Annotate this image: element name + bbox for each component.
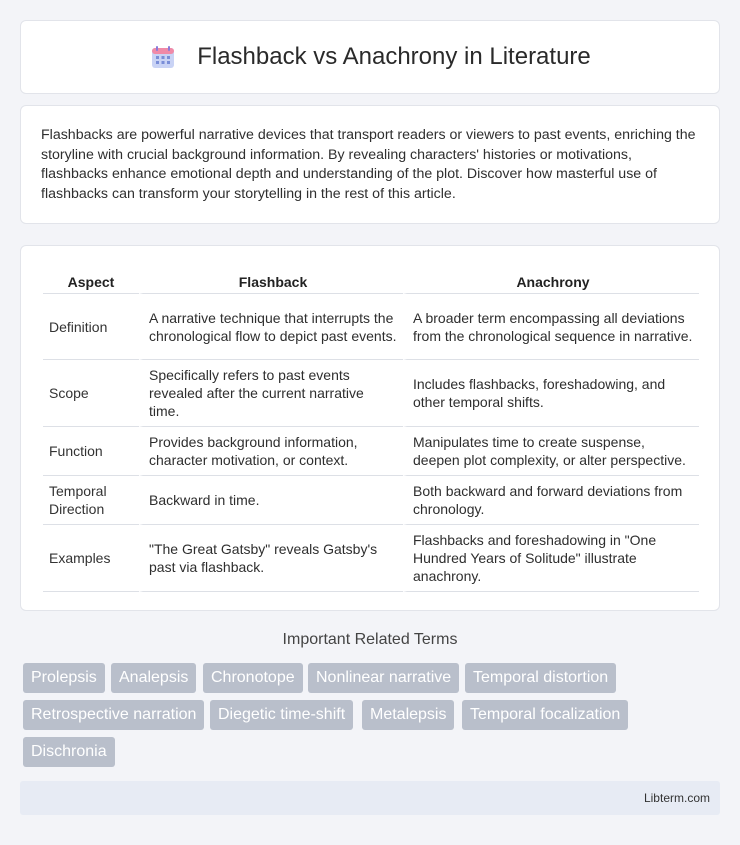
table-row <box>43 294 699 360</box>
cell-flashback: "The Great Gatsby" reveals Gatsby's past via flashback. <box>139 525 403 592</box>
header-flashback: Flashback <box>139 264 403 294</box>
term-tag[interactable]: Prolepsis <box>23 663 105 693</box>
header-aspect: Aspect <box>43 264 139 294</box>
comparison-table <box>43 264 699 592</box>
header-card <box>20 20 720 94</box>
term-tag[interactable]: Dischronia <box>23 737 115 767</box>
term-tag[interactable]: Metalepsis <box>362 700 454 730</box>
cell-flashback: Provides background information, character motivation, or context. <box>139 427 403 476</box>
table-row <box>43 427 699 476</box>
intro-text: Flashbacks are powerful narrative devices that transport readers or viewers to past events, enriching the storyline with crucial background information. By revealing characters' histories or motivations, flashbacks enhance emotional depth and understanding of the plot. Discover how masterful use of flashbacks can transform your storytelling in the rest of this article. <box>41 127 696 202</box>
cell-aspect: Temporal Direction <box>43 476 139 525</box>
table-header-row <box>43 264 699 294</box>
cell-aspect: Scope <box>43 360 139 427</box>
term-tag[interactable]: Nonlinear narrative <box>308 663 459 693</box>
intro-card <box>20 105 720 224</box>
cell-flashback: Backward in time. <box>139 476 403 525</box>
footer-site-link[interactable]: Libterm.com <box>643 791 710 805</box>
footer <box>20 781 720 815</box>
page-title: Flashback vs Anachrony in Literature <box>197 43 591 70</box>
table-row <box>43 360 699 427</box>
cell-flashback: A narrative technique that interrupts the chronological flow to depict past events. <box>139 294 403 360</box>
cell-aspect: Examples <box>43 525 139 592</box>
cell-aspect: Function <box>43 427 139 476</box>
cell-flashback: Specifically refers to past events revealed after the current narrative time. <box>139 360 403 427</box>
term-tag[interactable]: Temporal focalization <box>462 700 628 730</box>
table-row <box>43 525 699 592</box>
table-row <box>43 476 699 525</box>
cell-anachrony: Both backward and forward deviations from chronology. <box>403 476 699 525</box>
cell-anachrony: A broader term encompassing all deviations from the chronological sequence in narrative. <box>403 294 699 360</box>
cell-anachrony: Manipulates time to create suspense, deepen plot complexity, or alter perspective. <box>403 427 699 476</box>
cell-aspect: Definition <box>43 294 139 360</box>
term-tag[interactable]: Temporal distortion <box>465 663 616 693</box>
header-anachrony: Anachrony <box>403 264 699 294</box>
cell-anachrony: Flashbacks and foreshadowing in "One Hundred Years of Solitude" illustrate anachrony. <box>403 525 699 592</box>
cell-anachrony: Includes flashbacks, foreshadowing, and other temporal shifts. <box>403 360 699 427</box>
term-tag[interactable]: Analepsis <box>111 663 196 693</box>
term-tag[interactable]: Chronotope <box>203 663 303 693</box>
related-terms-title: Important Related Terms <box>282 631 458 648</box>
term-tag[interactable]: Diegetic time-shift <box>210 700 353 730</box>
term-tag[interactable]: Retrospective narration <box>23 700 204 730</box>
calendar-icon <box>149 43 177 71</box>
comparison-table-card <box>20 245 720 611</box>
